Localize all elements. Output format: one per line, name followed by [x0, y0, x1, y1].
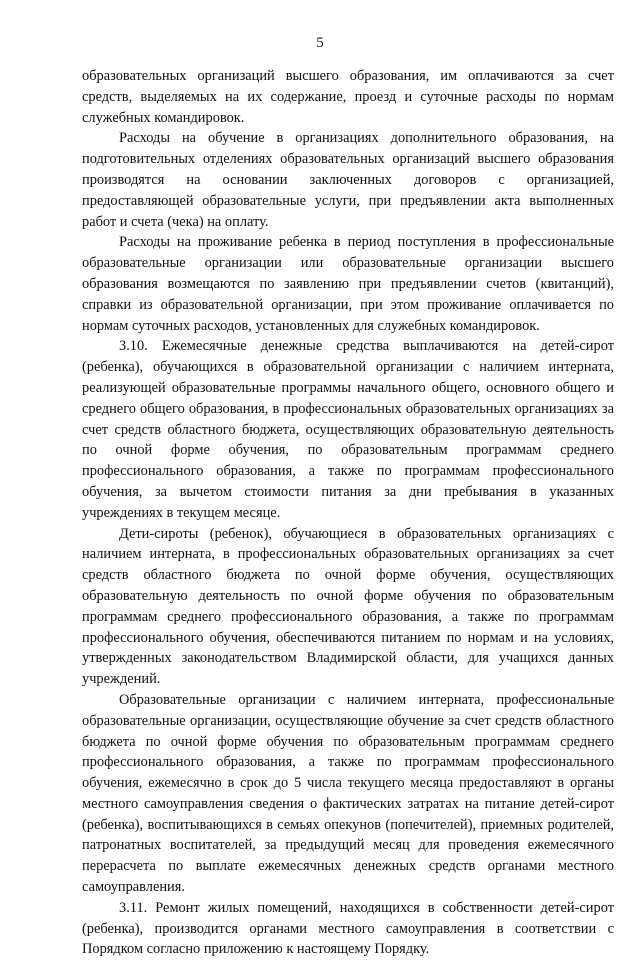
- paragraph-accommodation-costs: Расходы на проживание ребенка в период поступления в профессиональные образовательные организации или образовательные организации высшего образования возмещаются по заявлению при предъявлении счетов (квитанций), справки из образовательной организации, при этом проживание оплачивается по нормам суточных расходов, установленных для служебных командировок.: [82, 234, 614, 334]
- paragraph-orphans-nutrition: Дети-сироты (ребенок), обучающиеся в образовательных организациях с наличием интерната, в профессиональных образовательных организациях за счет средств областного бюджета по очной форме обучения, осуществляющих образовательную деятельность по очной форме обучения по образовательным программам среднего профессионального образования, а также по программам профессионального обучения, обеспечиваются питанием по нормам и на условиях, утвержденных законодательством Владимирской области, для учащихся данных учреждений.: [82, 525, 614, 688]
- paragraph-section-3-10: 3.10. Ежемесячные денежные средства выплачиваются на детей-сирот (ребенка), обучающихся в образовательной организации с наличием интерната, реализующей образовательные программы начального общего, основного общего и среднего общего образования, в профессиональных образовательных организациях за счет средств областного бюджета, осуществляющих образовательную деятельность по очной форме обучения, по образовательным программам среднего профессионального образования, а также по программам профессионального обучения, за вычетом стоимости питания за дни пребывания в указанных учреждениях в текущем месяце.: [82, 338, 614, 521]
- paragraph-continuation: образовательных организаций высшего образования, им оплачиваются за счет средств, выделяемых на их содержание, проезд и суточные расходы по нормам служебных командировок.: [82, 68, 614, 126]
- document-body: [82, 66, 614, 960]
- page-number: 5: [316, 35, 324, 51]
- paragraph-section-3-11: 3.11. Ремонт жилых помещений, находящихся в собственности детей-сирот (ребенка), производится органами местного самоуправления в соответствии с Порядком согласно приложению к настоящему Порядку.: [82, 899, 614, 958]
- paragraph-organizations-reporting: Образовательные организации с наличием интерната, профессиональные образовательные организации, осуществляющие обучение за счет средств областного бюджета по очной форме обучения по образовательным программам среднего профессионального образования, а также по программам профессионального обучения, ежемесячно в срок до 5 числа текущего месяца предоставляют в органы местного самоуправления сведения о фактических затратах на питание детей-сирот (ребенка), воспитывающихся в семьях опекунов (попечителей), приемных родителей, патронатных воспитателей, за предыдущий месяц для проведения ежемесячного перерасчета по выплате ежемесячных денежных средств органами местного самоуправления.: [82, 691, 614, 896]
- paragraph-additional-education-costs: Расходы на обучение в организациях дополнительного образования, на подготовительных отделениях образовательных организаций высшего образования производятся на основании заключенных договоров с организацией, предоставляющей образовательные услуги, при предъявлении акта выполненных работ и счета (чека) на оплату.: [82, 130, 614, 230]
